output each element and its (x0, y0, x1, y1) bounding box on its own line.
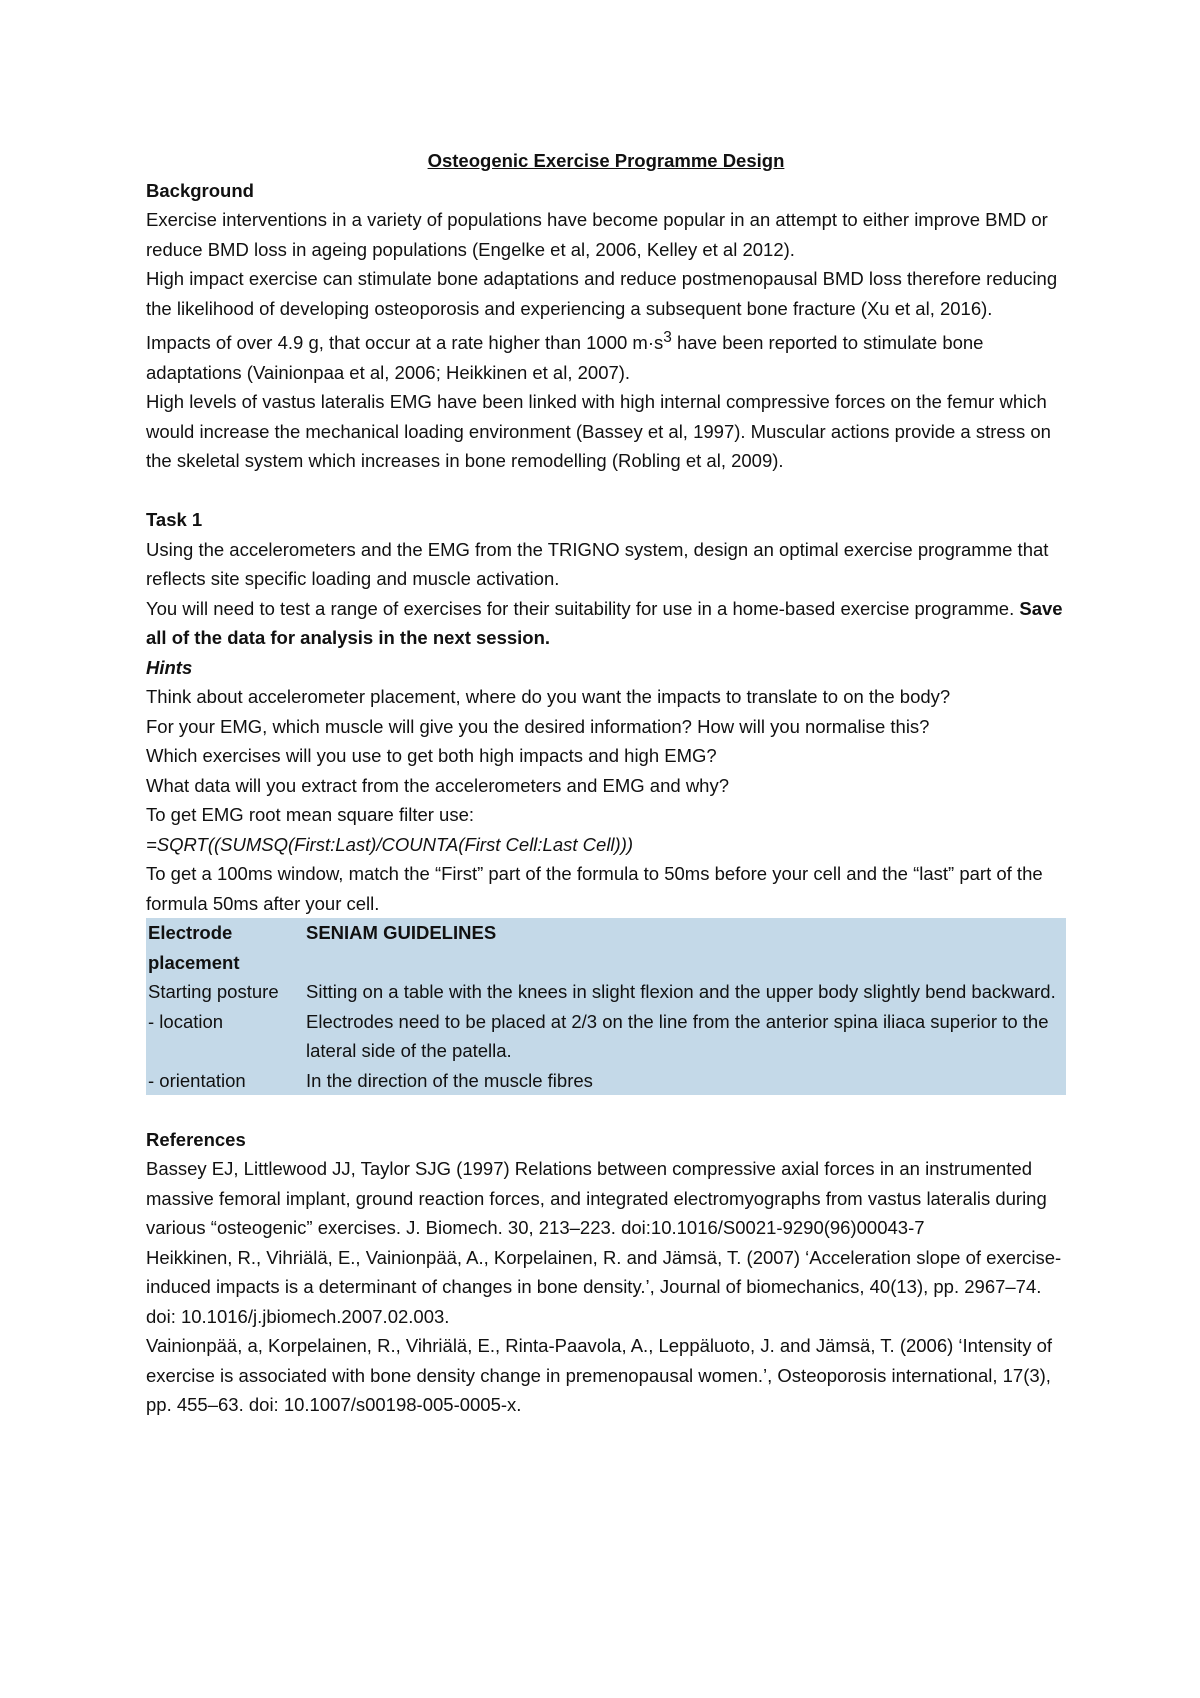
background-paragraph-4: High levels of vastus lateralis EMG have been linked with high internal compressive forces on the femur which would increase the mechanical loading environment (Bassey et al, 1997). Muscular actions provide a stress on the skeletal system which increases in bone remodelling (Robling et al, 2009). (146, 391, 1051, 472)
references-heading: References (146, 1128, 246, 1150)
table-row-label: Starting posture (148, 981, 279, 1003)
reference-3: Vainionpää, a, Korpelainen, R., Vihriälä, E., Rinta-Paavola, A., Leppäluoto, J. and Jämsä, T. (2006) ‘Intensity of exercise is associated with bone density change in premenopausal women.’, Osteoporosis international, 17(3), pp. 455–63. doi: 10.1007/s00198-005-0005-x. (146, 1335, 1053, 1416)
rms-formula: =SQRT((SUMSQ(First:Last)/COUNTA(First Cell:Last Cell))) (146, 833, 634, 855)
table-row-value: Sitting on a table with the knees in slight flexion and the upper body slightly bend backward. (306, 981, 1056, 1003)
table-row (146, 1066, 1066, 1096)
seniam-guidelines-table (146, 918, 1066, 1095)
background-paragraph-3-text: Impacts of over 4.9 g, that occur at a rate higher than 1000 m·s (146, 332, 664, 354)
task-heading: Task 1 (146, 509, 203, 531)
hint-2: For your EMG, which muscle will give you the desired information? How will you normalise this? (146, 715, 930, 737)
hint-6: To get a 100ms window, match the “First” part of the formula to 50ms before your cell and the “last” part of the formula 50ms after your cell. (146, 863, 1043, 914)
document-page (146, 146, 1066, 1420)
superscript-exponent: 3 (663, 329, 672, 346)
spacer (146, 1095, 1066, 1125)
table-row-label: - location (148, 1010, 224, 1032)
background-paragraph-2: High impact exercise can stimulate bone adaptations and reduce postmenopausal BMD loss therefore reducing the likelihood of developing osteoporosis and experiencing a subsequent bone fracture (Xu et al, 2016). (146, 268, 1058, 319)
background-paragraph-3-text-end: have been reported to stimulate bone adaptations (Vainionpaa et al, 2006; Heikkinen et al, 2007). (146, 332, 984, 383)
spacer (146, 476, 1066, 506)
hint-4: What data will you extract from the accelerometers and EMG and why? (146, 774, 730, 796)
reference-2: Heikkinen, R., Vihriälä, E., Vainionpää, A., Korpelainen, R. and Jämsä, T. (2007) ‘Acceleration slope of exercise-induced impacts is a determinant of changes in bone density.’, Journal of biomechanics, 40(13), pp. 2967–74. doi: 10.1016/j.jbiomech.2007.02.003. (146, 1246, 1062, 1327)
table-row-value: In the direction of the muscle fibres (306, 1069, 593, 1091)
table-row (146, 1007, 1066, 1066)
table-header-label: Electrode placement (148, 922, 240, 973)
background-paragraph-3 (146, 323, 1066, 387)
task-paragraph-1: Using the accelerometers and the EMG from the TRIGNO system, design an optimal exercise programme that reflects site specific loading and muscle activation. (146, 538, 1049, 590)
table-row (146, 977, 1066, 1007)
task-paragraph-2 (146, 594, 1066, 653)
hints-heading: Hints (146, 656, 193, 678)
hint-5: To get EMG root mean square filter use: (146, 804, 475, 826)
table-row-label: - orientation (148, 1069, 246, 1091)
table-header-value: SENIAM GUIDELINES (306, 922, 497, 944)
background-heading: Background (146, 179, 254, 201)
task-paragraph-2-text: You will need to test a range of exercises for their suitability for use in a home-based exercise programme. (146, 597, 1020, 619)
hint-1: Think about accelerometer placement, where do you want the impacts to translate to on the body? (146, 686, 951, 708)
task-paragraph-2-emphasis: Save all of the data for analysis in the next session. (146, 597, 1063, 649)
background-paragraph-1: Exercise interventions in a variety of populations have become popular in an attempt to either improve BMD or reduce BMD loss in ageing populations (Engelke et al, 2006, Kelley et al 2012). (146, 209, 1048, 260)
reference-1: Bassey EJ, Littlewood JJ, Taylor SJG (1997) Relations between compressive axial forces in an instrumented massive femoral implant, ground reaction forces, and integrated electromyographs from vastus lateralis during various “osteogenic” exercises. J. Biomech. 30, 213–223. doi:10.1016/S0021-9290(96)00043-7 (146, 1158, 1047, 1239)
table-row-value: Electrodes need to be placed at 2/3 on the line from the anterior spina iliaca superior to the lateral side of the patella. (306, 1010, 1049, 1062)
document-title: Osteogenic Exercise Programme Design (427, 150, 785, 171)
table-header-row (146, 918, 1066, 977)
hint-3: Which exercises will you use to get both high impacts and high EMG? (146, 745, 717, 767)
